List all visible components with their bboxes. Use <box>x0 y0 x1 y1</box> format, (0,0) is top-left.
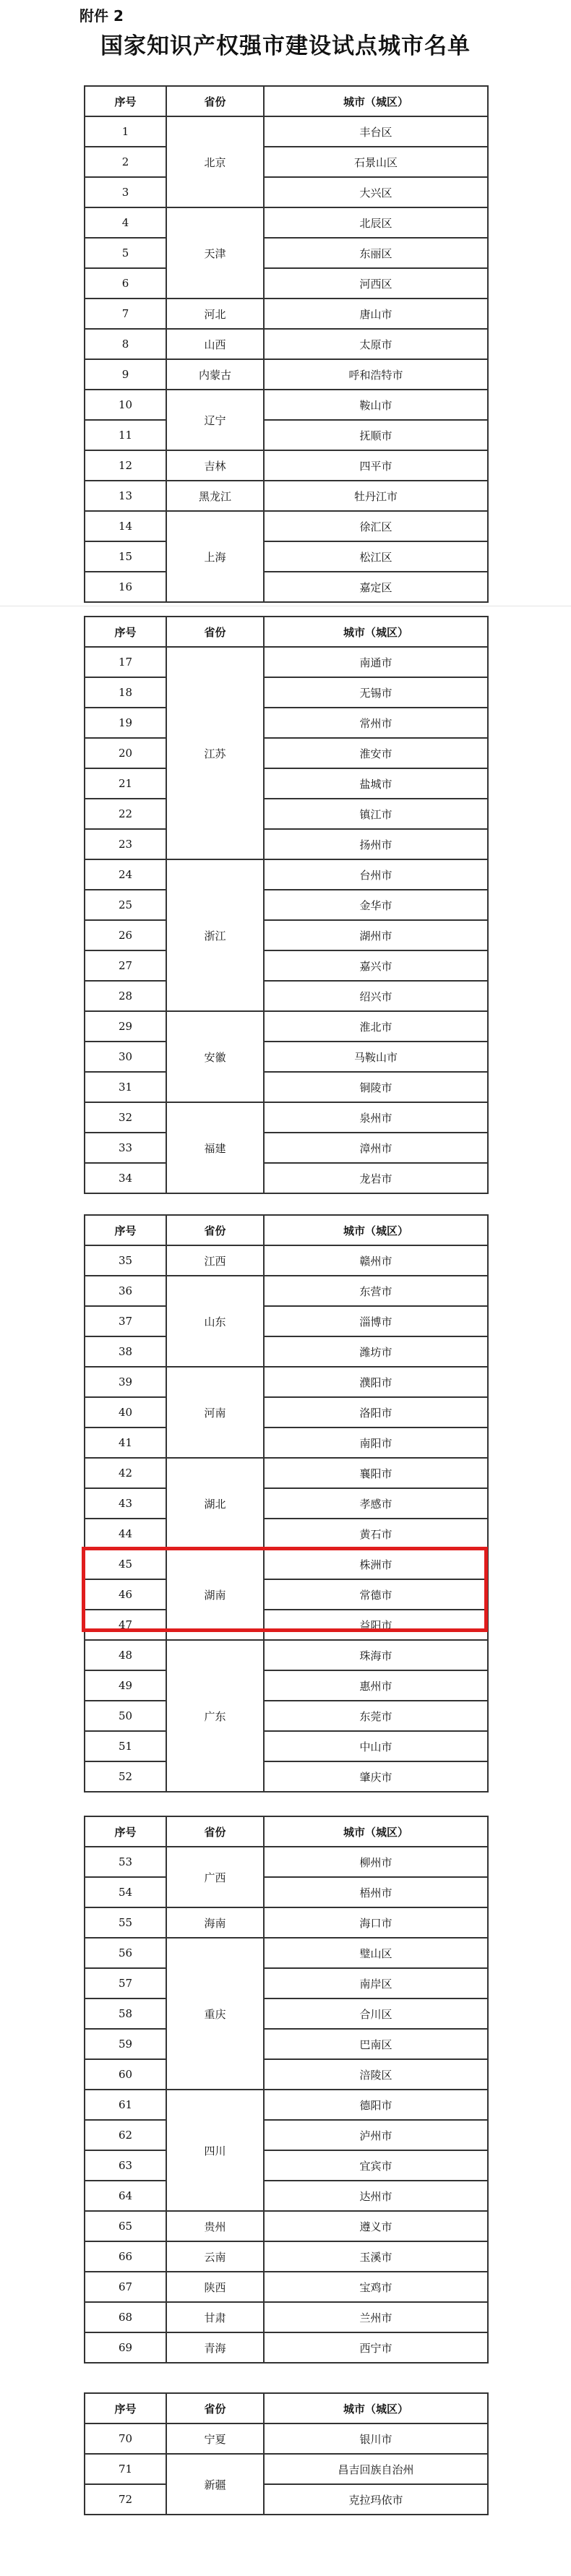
city-cell: 石景山区 <box>264 147 488 177</box>
row-number: 67 <box>85 2272 166 2302</box>
province-cell: 湖南 <box>166 1549 264 1640</box>
table-row <box>85 981 488 1011</box>
province-cell: 北京 <box>166 116 264 207</box>
province-cell: 湖北 <box>166 1458 264 1549</box>
row-number: 36 <box>85 1276 166 1306</box>
table-row <box>85 1306 488 1336</box>
province-cell: 安徽 <box>166 1011 264 1102</box>
city-cell: 铜陵市 <box>264 1072 488 1102</box>
city-cell: 南通市 <box>264 647 488 677</box>
province-cell: 黑龙江 <box>166 481 264 511</box>
row-number: 53 <box>85 1847 166 1877</box>
row-number: 40 <box>85 1397 166 1427</box>
city-cell: 宜宾市 <box>264 2150 488 2181</box>
table-row <box>85 1367 488 1397</box>
city-cell: 南阳市 <box>264 1427 488 1458</box>
table-row <box>85 1163 488 1193</box>
city-cell: 襄阳市 <box>264 1458 488 1488</box>
table-row <box>85 2423 488 2454</box>
province-cell: 河北 <box>166 299 264 329</box>
table-row <box>85 238 488 268</box>
city-cell: 西宁市 <box>264 2332 488 2363</box>
row-number: 16 <box>85 572 166 602</box>
table-row <box>85 677 488 708</box>
city-cell: 洛阳市 <box>264 1397 488 1427</box>
highlight-box-hunan <box>82 1547 488 1632</box>
row-number: 7 <box>85 299 166 329</box>
row-number: 2 <box>85 147 166 177</box>
province-cell: 广东 <box>166 1640 264 1792</box>
table-row <box>85 1968 488 1998</box>
city-cell: 柳州市 <box>264 1847 488 1877</box>
row-number: 48 <box>85 1640 166 1670</box>
header-city: 城市（城区） <box>264 86 488 116</box>
table-row <box>85 1336 488 1367</box>
city-cell: 盐城市 <box>264 768 488 799</box>
row-number: 3 <box>85 177 166 207</box>
city-cell: 台州市 <box>264 859 488 890</box>
row-number: 47 <box>85 1610 166 1640</box>
province-cell: 河南 <box>166 1367 264 1458</box>
city-cell: 泉州市 <box>264 1102 488 1133</box>
city-cell: 抚顺市 <box>264 420 488 450</box>
table-row <box>85 799 488 829</box>
table-row <box>85 1519 488 1549</box>
table-row <box>85 1877 488 1907</box>
row-number: 44 <box>85 1519 166 1549</box>
city-cell: 漳州市 <box>264 1133 488 1163</box>
city-cell: 宝鸡市 <box>264 2272 488 2302</box>
city-cell: 涪陵区 <box>264 2059 488 2090</box>
row-number: 70 <box>85 2423 166 2454</box>
table-row <box>85 768 488 799</box>
row-number: 17 <box>85 647 166 677</box>
row-number: 45 <box>85 1549 166 1579</box>
city-cell: 淮北市 <box>264 1011 488 1042</box>
city-cell: 无锡市 <box>264 677 488 708</box>
header-province: 省份 <box>166 86 264 116</box>
row-number: 37 <box>85 1306 166 1336</box>
province-cell: 江西 <box>166 1245 264 1276</box>
row-number: 33 <box>85 1133 166 1163</box>
city-cell: 孝感市 <box>264 1488 488 1519</box>
header-no: 序号 <box>85 617 166 647</box>
province-cell: 贵州 <box>166 2211 264 2241</box>
city-cell: 唐山市 <box>264 299 488 329</box>
city-cell: 遵义市 <box>264 2211 488 2241</box>
row-number: 9 <box>85 359 166 390</box>
city-cell: 东丽区 <box>264 238 488 268</box>
city-cell: 合川区 <box>264 1998 488 2029</box>
city-cell: 濮阳市 <box>264 1367 488 1397</box>
table-row <box>85 2211 488 2241</box>
table-row <box>85 2241 488 2272</box>
table-row <box>85 177 488 207</box>
table-row <box>85 1701 488 1731</box>
row-number: 18 <box>85 677 166 708</box>
row-number: 23 <box>85 829 166 859</box>
table-row <box>85 1761 488 1792</box>
row-number: 20 <box>85 738 166 768</box>
province-cell: 内蒙古 <box>166 359 264 390</box>
city-cell: 嘉兴市 <box>264 950 488 981</box>
table-row <box>85 1847 488 1877</box>
table-row <box>85 359 488 390</box>
header-city: 城市（城区） <box>264 1215 488 1245</box>
table-row <box>85 2272 488 2302</box>
city-cell: 湖州市 <box>264 920 488 950</box>
row-number: 13 <box>85 481 166 511</box>
table-row <box>85 2150 488 2181</box>
table-row <box>85 1427 488 1458</box>
row-number: 30 <box>85 1042 166 1072</box>
row-number: 5 <box>85 238 166 268</box>
header-province: 省份 <box>166 617 264 647</box>
city-cell: 兰州市 <box>264 2302 488 2332</box>
table-row <box>85 2059 488 2090</box>
table-row <box>85 1938 488 1968</box>
table-row <box>85 2029 488 2059</box>
row-number: 10 <box>85 390 166 420</box>
table-row <box>85 2454 488 2484</box>
province-cell: 吉林 <box>166 450 264 481</box>
province-cell: 福建 <box>166 1102 264 1193</box>
row-number: 69 <box>85 2332 166 2363</box>
table-row <box>85 147 488 177</box>
row-number: 31 <box>85 1072 166 1102</box>
city-cell: 绍兴市 <box>264 981 488 1011</box>
row-number: 4 <box>85 207 166 238</box>
city-cell: 北辰区 <box>264 207 488 238</box>
attachment-label: 附件 2 <box>80 7 124 25</box>
table-row <box>85 2484 488 2515</box>
row-number: 60 <box>85 2059 166 2090</box>
city-cell: 太原市 <box>264 329 488 359</box>
city-cell: 河西区 <box>264 268 488 299</box>
city-cell: 巴南区 <box>264 2029 488 2059</box>
city-cell: 璧山区 <box>264 1938 488 1968</box>
table-row <box>85 859 488 890</box>
table-row <box>85 541 488 572</box>
city-cell: 南岸区 <box>264 1968 488 1998</box>
table-row <box>85 2120 488 2150</box>
row-number: 62 <box>85 2120 166 2150</box>
row-number: 42 <box>85 1458 166 1488</box>
city-cell: 丰台区 <box>264 116 488 147</box>
province-cell: 天津 <box>166 207 264 299</box>
province-cell: 四川 <box>166 2090 264 2211</box>
row-number: 46 <box>85 1579 166 1610</box>
province-cell: 浙江 <box>166 859 264 1011</box>
row-number: 11 <box>85 420 166 450</box>
row-number: 52 <box>85 1761 166 1792</box>
table-row <box>85 1458 488 1488</box>
province-cell: 山西 <box>166 329 264 359</box>
table-row <box>85 738 488 768</box>
province-cell: 山东 <box>166 1276 264 1367</box>
row-number: 68 <box>85 2302 166 2332</box>
city-cell: 珠海市 <box>264 1640 488 1670</box>
row-number: 27 <box>85 950 166 981</box>
table-row <box>85 1907 488 1938</box>
table-row <box>85 1042 488 1072</box>
table-row <box>85 329 488 359</box>
row-number: 35 <box>85 1245 166 1276</box>
city-cell: 克拉玛依市 <box>264 2484 488 2515</box>
table-row <box>85 829 488 859</box>
table-row <box>85 890 488 920</box>
city-table-section <box>84 616 489 1194</box>
table-row <box>85 1731 488 1761</box>
header-province: 省份 <box>166 2393 264 2423</box>
header-city: 城市（城区） <box>264 617 488 647</box>
city-cell: 鞍山市 <box>264 390 488 420</box>
row-number: 22 <box>85 799 166 829</box>
table-row <box>85 1670 488 1701</box>
city-cell: 嘉定区 <box>264 572 488 602</box>
province-cell: 新疆 <box>166 2454 264 2515</box>
table-row <box>85 1640 488 1670</box>
city-cell: 黄石市 <box>264 1519 488 1549</box>
province-cell: 青海 <box>166 2332 264 2363</box>
city-cell: 金华市 <box>264 890 488 920</box>
province-cell: 重庆 <box>166 1938 264 2090</box>
header-no: 序号 <box>85 1215 166 1245</box>
province-cell: 宁夏 <box>166 2423 264 2454</box>
city-cell: 松江区 <box>264 541 488 572</box>
city-cell: 淮安市 <box>264 738 488 768</box>
province-cell: 陕西 <box>166 2272 264 2302</box>
province-cell: 江苏 <box>166 647 264 859</box>
table-row <box>85 1133 488 1163</box>
table-row <box>85 268 488 299</box>
header-no: 序号 <box>85 2393 166 2423</box>
table-row <box>85 572 488 602</box>
table-row <box>85 1245 488 1276</box>
province-cell: 甘肃 <box>166 2302 264 2332</box>
table-row <box>85 1102 488 1133</box>
province-cell: 海南 <box>166 1907 264 1938</box>
header-province: 省份 <box>166 1215 264 1245</box>
row-number: 12 <box>85 450 166 481</box>
city-cell: 昌吉回族自治州 <box>264 2454 488 2484</box>
table-row <box>85 390 488 420</box>
city-cell: 海口市 <box>264 1907 488 1938</box>
row-number: 63 <box>85 2150 166 2181</box>
row-number: 71 <box>85 2454 166 2484</box>
city-cell: 玉溪市 <box>264 2241 488 2272</box>
table-row <box>85 647 488 677</box>
province-cell: 辽宁 <box>166 390 264 450</box>
province-cell: 广西 <box>166 1847 264 1907</box>
row-number: 43 <box>85 1488 166 1519</box>
city-cell: 镇江市 <box>264 799 488 829</box>
row-number: 49 <box>85 1670 166 1701</box>
table-row <box>85 299 488 329</box>
table-row <box>85 2332 488 2363</box>
city-cell: 潍坊市 <box>264 1336 488 1367</box>
city-table-section <box>84 85 489 603</box>
table-row <box>85 1998 488 2029</box>
table-row <box>85 1397 488 1427</box>
table-row <box>85 2090 488 2120</box>
table-row <box>85 950 488 981</box>
row-number: 64 <box>85 2181 166 2211</box>
table-row <box>85 511 488 541</box>
city-cell: 肇庆市 <box>264 1761 488 1792</box>
row-number: 58 <box>85 1998 166 2029</box>
row-number: 38 <box>85 1336 166 1367</box>
city-cell: 东营市 <box>264 1276 488 1306</box>
row-number: 39 <box>85 1367 166 1397</box>
row-number: 59 <box>85 2029 166 2059</box>
city-cell: 扬州市 <box>264 829 488 859</box>
row-number: 26 <box>85 920 166 950</box>
row-number: 32 <box>85 1102 166 1133</box>
city-cell: 株洲市 <box>264 1549 488 1579</box>
row-number: 57 <box>85 1968 166 1998</box>
row-number: 24 <box>85 859 166 890</box>
row-number: 6 <box>85 268 166 299</box>
table-row <box>85 2181 488 2211</box>
row-number: 55 <box>85 1907 166 1938</box>
header-city: 城市（城区） <box>264 1816 488 1847</box>
row-number: 28 <box>85 981 166 1011</box>
province-cell: 云南 <box>166 2241 264 2272</box>
row-number: 15 <box>85 541 166 572</box>
city-cell: 牡丹江市 <box>264 481 488 511</box>
city-cell: 常州市 <box>264 708 488 738</box>
table-row <box>85 1276 488 1306</box>
table-row <box>85 2302 488 2332</box>
table-row <box>85 420 488 450</box>
city-cell: 赣州市 <box>264 1245 488 1276</box>
table-row <box>85 708 488 738</box>
table-row <box>85 920 488 950</box>
city-cell: 梧州市 <box>264 1877 488 1907</box>
row-number: 14 <box>85 511 166 541</box>
row-number: 65 <box>85 2211 166 2241</box>
city-cell: 徐汇区 <box>264 511 488 541</box>
table-row <box>85 207 488 238</box>
row-number: 51 <box>85 1731 166 1761</box>
table-row <box>85 450 488 481</box>
city-cell: 呼和浩特市 <box>264 359 488 390</box>
row-number: 21 <box>85 768 166 799</box>
table-row <box>85 1011 488 1042</box>
city-cell: 德阳市 <box>264 2090 488 2120</box>
city-table-section <box>84 1214 489 1793</box>
row-number: 61 <box>85 2090 166 2120</box>
city-cell: 龙岩市 <box>264 1163 488 1193</box>
city-cell: 常德市 <box>264 1579 488 1610</box>
table-row <box>85 1488 488 1519</box>
city-cell: 四平市 <box>264 450 488 481</box>
city-cell: 达州市 <box>264 2181 488 2211</box>
table-row <box>85 116 488 147</box>
header-no: 序号 <box>85 86 166 116</box>
city-cell: 马鞍山市 <box>264 1042 488 1072</box>
city-cell: 淄博市 <box>264 1306 488 1336</box>
row-number: 56 <box>85 1938 166 1968</box>
row-number: 41 <box>85 1427 166 1458</box>
city-table-section <box>84 2392 489 2515</box>
row-number: 25 <box>85 890 166 920</box>
row-number: 8 <box>85 329 166 359</box>
city-cell: 大兴区 <box>264 177 488 207</box>
table-row <box>85 481 488 511</box>
row-number: 29 <box>85 1011 166 1042</box>
city-cell: 惠州市 <box>264 1670 488 1701</box>
city-cell: 益阳市 <box>264 1610 488 1640</box>
city-cell: 中山市 <box>264 1731 488 1761</box>
header-city: 城市（城区） <box>264 2393 488 2423</box>
table-row <box>85 1072 488 1102</box>
row-number: 54 <box>85 1877 166 1907</box>
row-number: 19 <box>85 708 166 738</box>
header-province: 省份 <box>166 1816 264 1847</box>
row-number: 72 <box>85 2484 166 2515</box>
city-cell: 泸州市 <box>264 2120 488 2150</box>
page-title: 国家知识产权强市建设试点城市名单 <box>100 33 471 59</box>
city-cell: 银川市 <box>264 2423 488 2454</box>
city-cell: 东莞市 <box>264 1701 488 1731</box>
header-no: 序号 <box>85 1816 166 1847</box>
row-number: 66 <box>85 2241 166 2272</box>
row-number: 50 <box>85 1701 166 1731</box>
row-number: 34 <box>85 1163 166 1193</box>
province-cell: 上海 <box>166 511 264 602</box>
city-table-section <box>84 1816 489 2364</box>
row-number: 1 <box>85 116 166 147</box>
